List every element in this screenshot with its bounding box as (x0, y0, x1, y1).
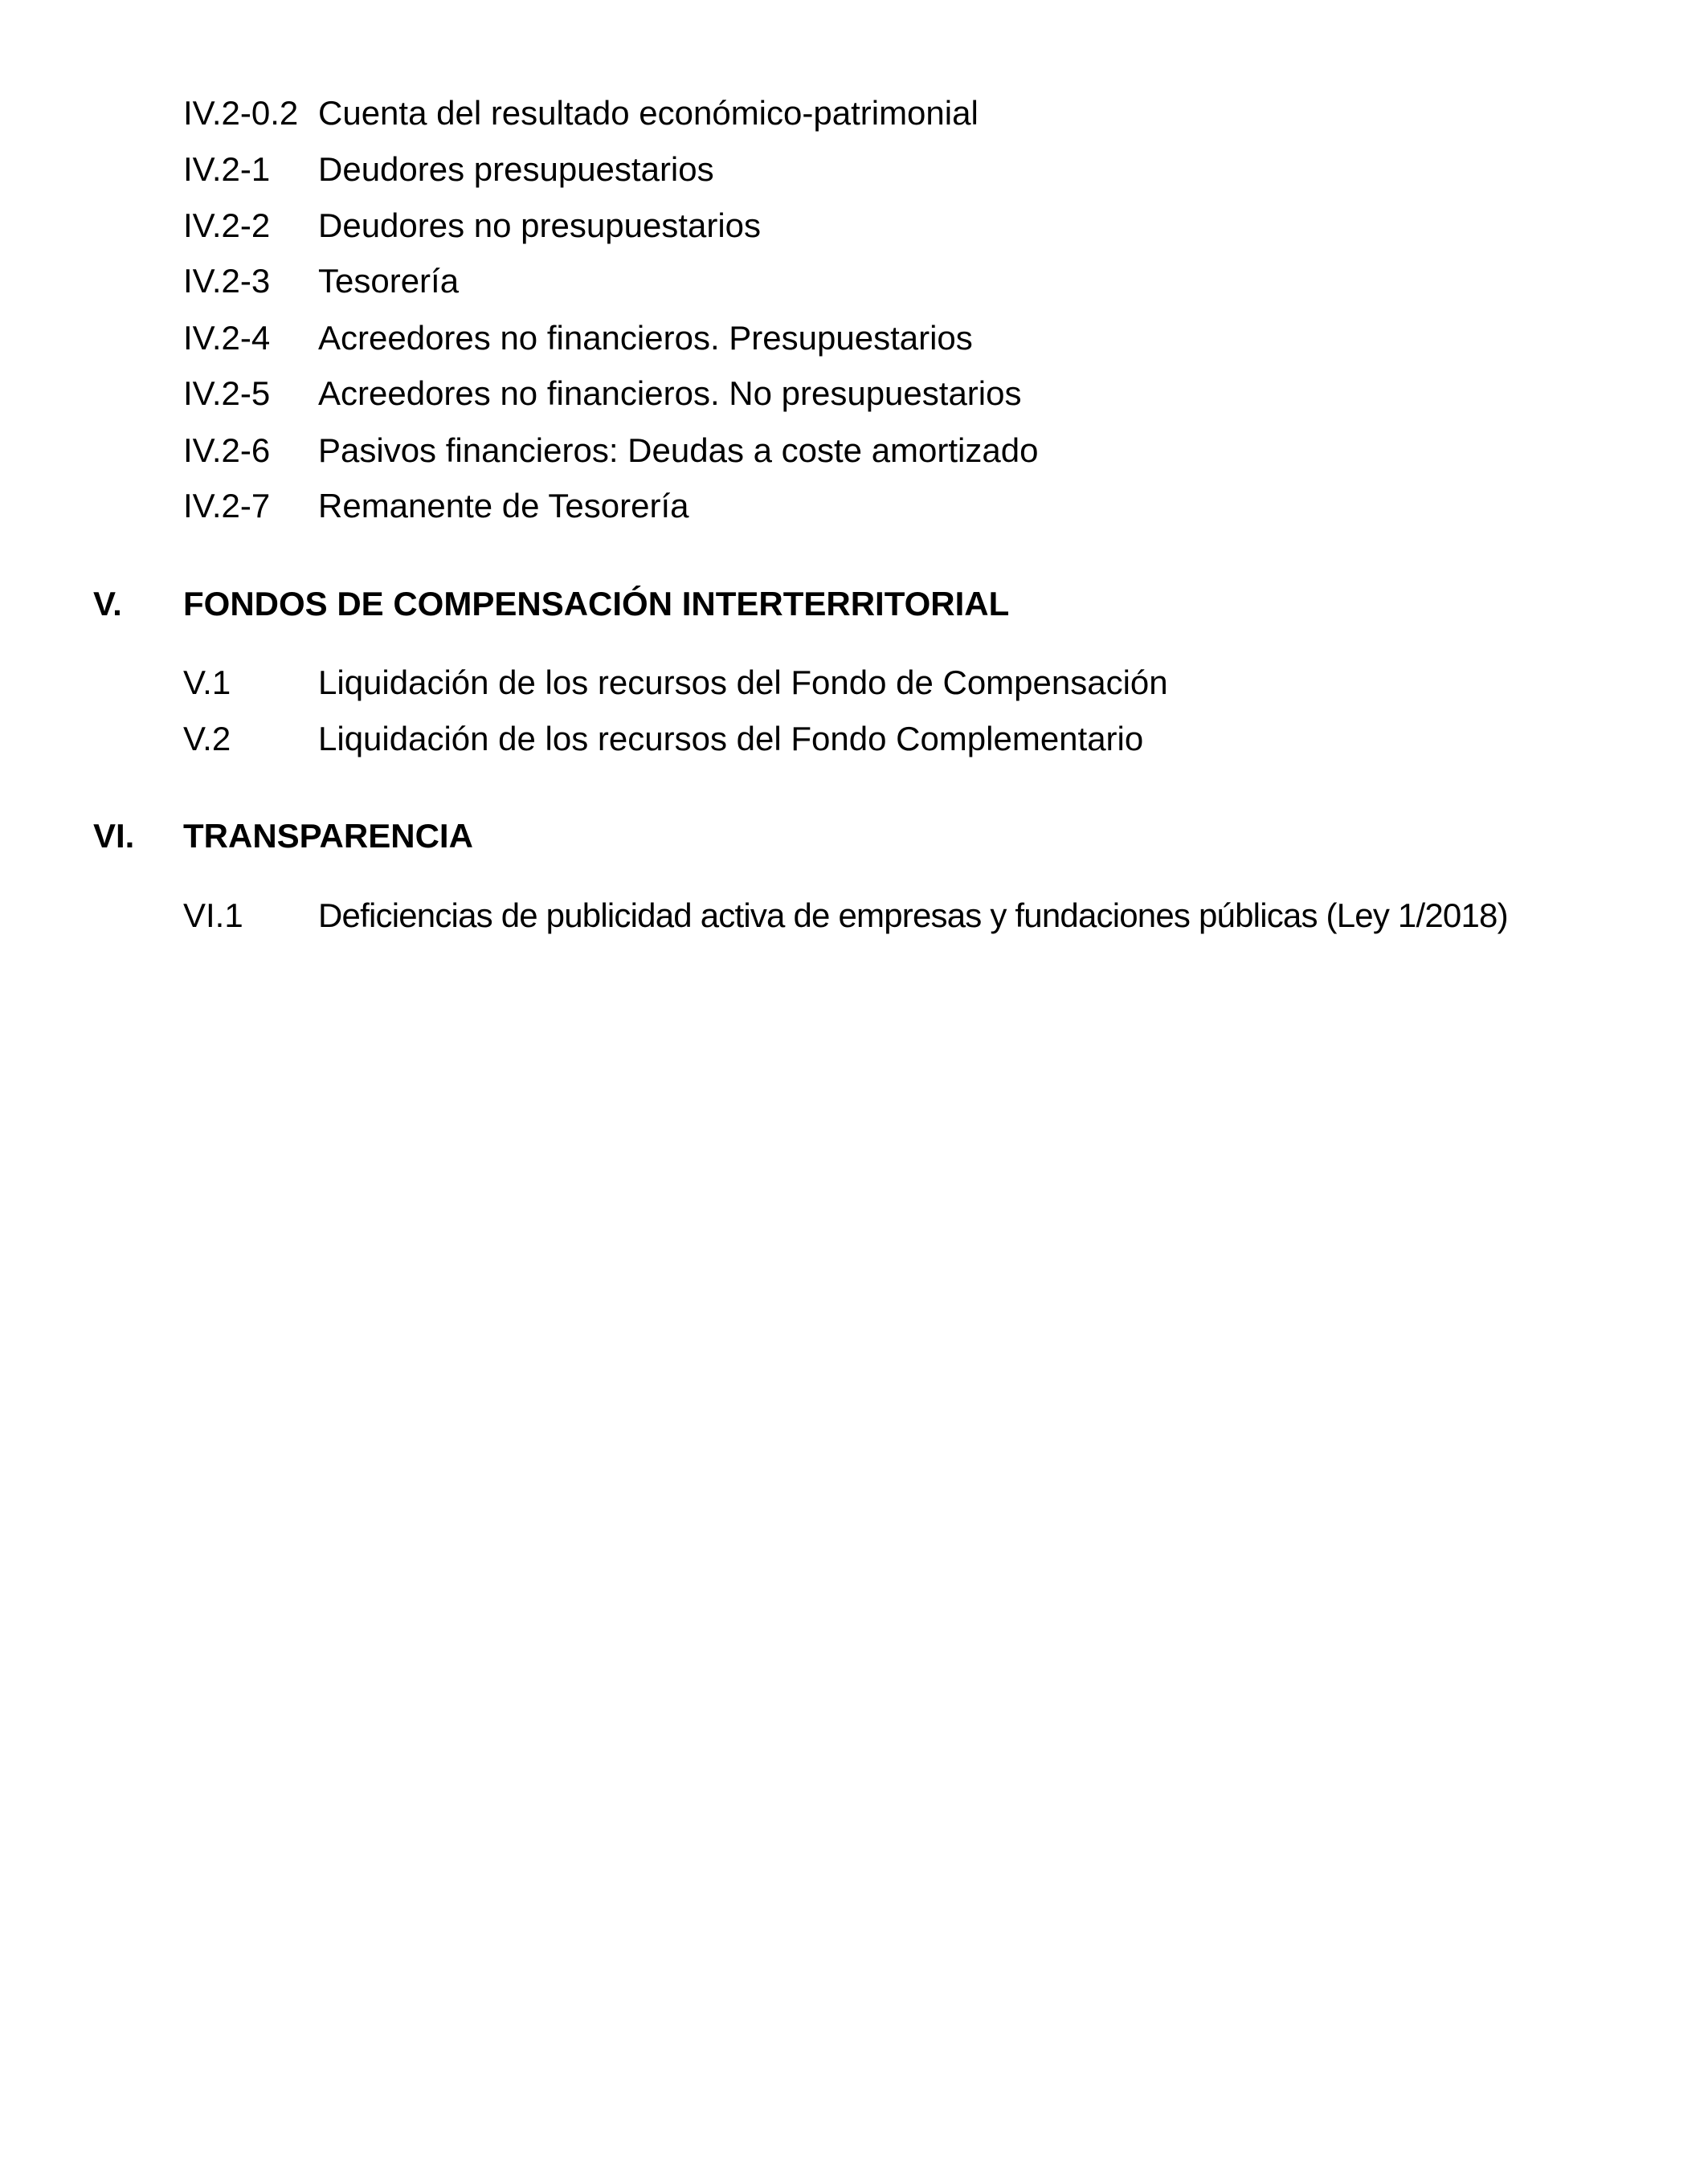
toc-entry-title: Tesorería (318, 262, 460, 300)
toc-entry-v-2 (183, 715, 1143, 763)
toc-entry-iv-2-2 (183, 202, 761, 250)
toc-entry-iv-2-6 (183, 427, 1038, 475)
toc-entry-iv-2-1 (183, 145, 714, 194)
toc-entry-title: Deficiencias de publicidad activa de empresas y fundaciones públicas (Ley 1/2018) (318, 896, 1508, 934)
toc-entry-title: Deudores presupuestarios (318, 150, 714, 188)
toc-entry-iv-2-0-2 (183, 89, 979, 137)
toc-entry-iv-2-5 (183, 369, 1021, 418)
toc-entry-code: IV.2-0.2 (183, 94, 299, 132)
section-number: VI. (93, 817, 135, 855)
toc-entry-code: V.2 (183, 720, 231, 757)
toc-entry-title: Liquidación de los recursos del Fondo de Compensación (318, 663, 1168, 701)
toc-entry-title: Remanente de Tesorería (318, 487, 689, 525)
toc-entry-title: Deudores no presupuestarios (318, 206, 762, 244)
toc-entry-code: IV.2-3 (183, 262, 271, 300)
toc-entry-title: Cuenta del resultado económico-patrimonial (318, 94, 979, 132)
section-title: FONDOS DE COMPENSACIÓN INTERTERRITORIAL (183, 585, 1010, 623)
toc-entry-code: IV.2-2 (183, 206, 271, 244)
toc-entry-code: IV.2-4 (183, 319, 271, 357)
toc-entry-title: Acreedores no financieros. No presupuestarios (318, 374, 1022, 412)
toc-entry-code: IV.2-5 (183, 374, 271, 412)
toc-entry-iv-2-4 (183, 314, 973, 362)
toc-entry-v-1 (183, 659, 1168, 707)
toc-entry-title: Acreedores no financieros. Presupuestarios (318, 319, 973, 357)
section-heading-vi (93, 812, 473, 860)
toc-entry-iv-2-3 (183, 257, 459, 305)
toc-entry-code: V.1 (183, 663, 231, 701)
toc-entry-code: VI.1 (183, 896, 243, 934)
section-number: V. (93, 585, 122, 623)
toc-entry-title: Pasivos financieros: Deudas a coste amortizado (318, 431, 1039, 469)
toc-entry-title: Liquidación de los recursos del Fondo Complementario (318, 720, 1144, 757)
section-heading-v (93, 580, 1009, 628)
toc-entry-code: IV.2-1 (183, 150, 271, 188)
toc-entry-iv-2-7 (183, 482, 689, 530)
toc-entry-code: IV.2-7 (183, 487, 271, 525)
section-title: TRANSPARENCIA (183, 817, 473, 855)
toc-entry-vi-1 (183, 892, 1508, 940)
toc-entry-code: IV.2-6 (183, 431, 271, 469)
